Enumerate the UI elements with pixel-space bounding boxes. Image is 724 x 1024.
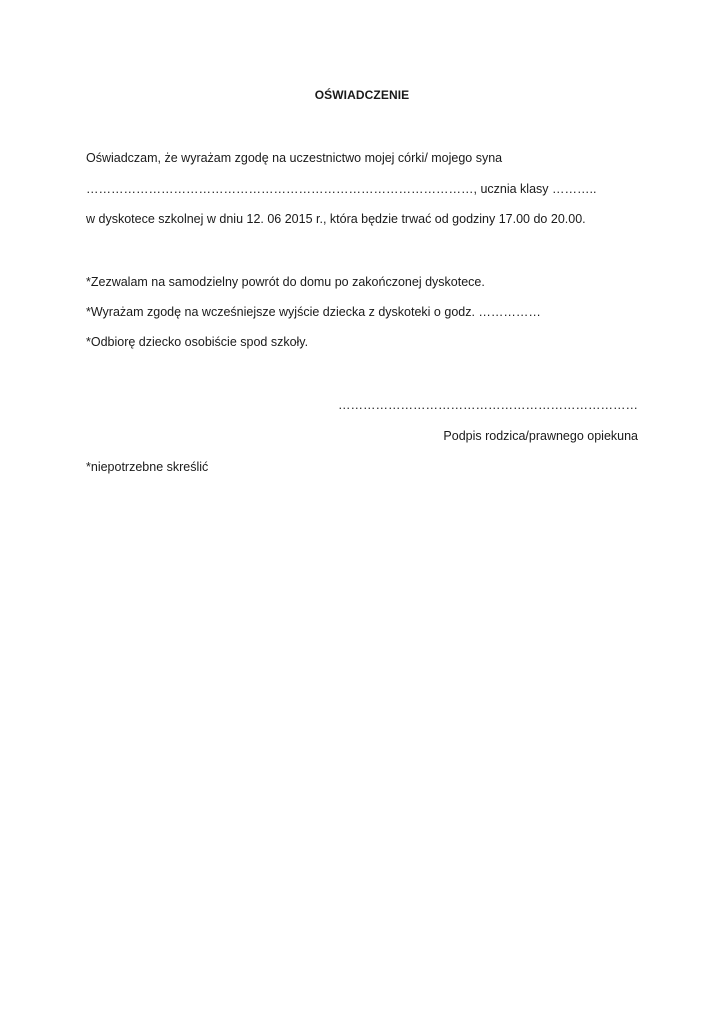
option-pickup: *Odbiorę dziecko osobiście spod szkoły.	[86, 335, 309, 349]
consent-text-line-3: w dyskotece szkolnej w dniu 12. 06 2015 r., która będzie trwać od godziny 17.00 do 20.00.	[86, 212, 586, 226]
signature-line: ………………………………………………………………	[338, 398, 638, 412]
consent-text-line-2: …………………………………………………………………………………, ucznia klasy ………..	[86, 182, 597, 196]
document-title: OŚWIADCZENIE	[314, 88, 410, 102]
footnote: *niepotrzebne skreślić	[86, 460, 209, 474]
signature-label: Podpis rodzica/prawnego opiekuna	[443, 429, 638, 443]
option-independent-return: *Zezwalam na samodzielny powrót do domu po zakończonej dyskotece.	[86, 275, 485, 289]
consent-text-line-1: Oświadczam, że wyrażam zgodę na uczestnictwo mojej córki/ mojego syna	[86, 151, 503, 165]
option-early-leave: *Wyrażam zgodę na wcześniejsze wyjście dziecka z dyskoteki o godz. ……………	[86, 305, 541, 319]
